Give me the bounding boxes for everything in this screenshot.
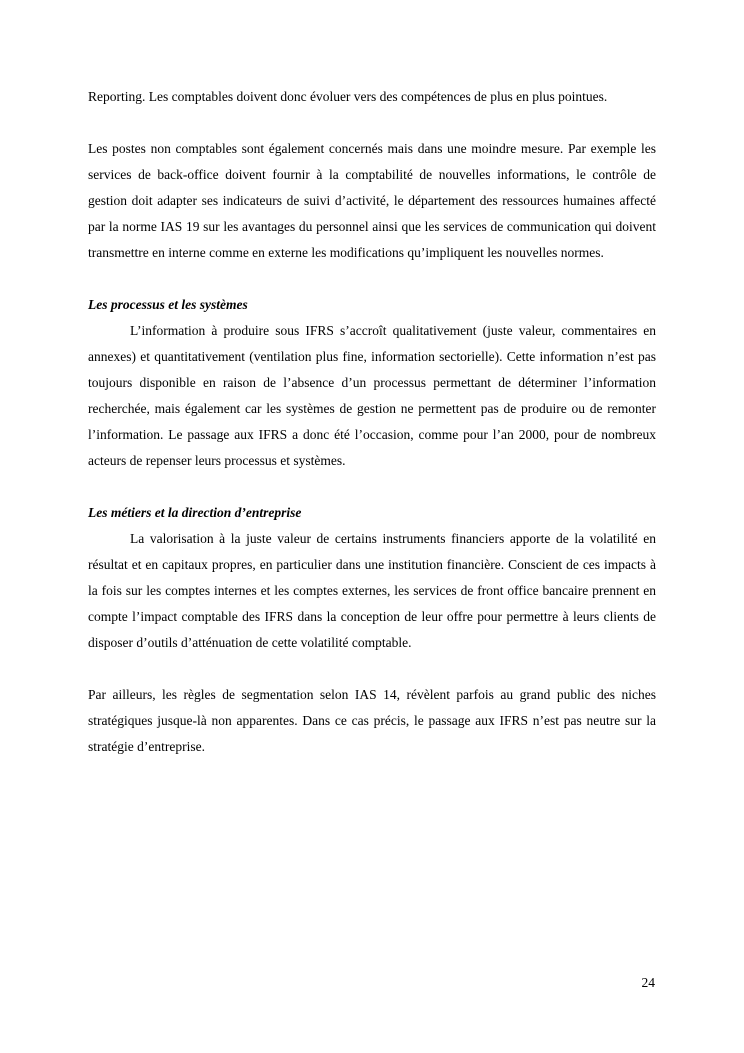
- paragraph-segmentation: Par ailleurs, les règles de segmentation selon IAS 14, révèlent parfois au grand public des niches stratégiques jusque-là non apparentes. Dans ce cas précis, le passage aux IFRS n’est pas neutre sur la stratégie d’entreprise.: [88, 687, 656, 754]
- spacer: [88, 110, 656, 136]
- page-content: [88, 84, 656, 760]
- spacer: [88, 266, 656, 292]
- paragraph-non-accounting-roles: Les postes non comptables sont également concernés mais dans une moindre mesure. Par exemple les services de back-office doivent fournir à la comptabilité de nouvelles informations, le contrôle de gestion doit adapter ses indicateurs de suivi d’activité, le département des ressources humaines affecté par la norme IAS 19 sur les avantages du personnel ainsi que les services de communication qui doivent transmettre en interne comme en externe les modifications qu’impliquent les nouvelles normes.: [88, 141, 656, 260]
- paragraph-reporting: Reporting. Les comptables doivent donc évoluer vers des compétences de plus en plus pointues.: [88, 89, 608, 104]
- spacer: [88, 474, 656, 500]
- spacer: [88, 656, 656, 682]
- section-heading-processes: Les processus et les systèmes: [88, 297, 248, 312]
- page-number: 24: [641, 975, 655, 990]
- section-heading-business: Les métiers et la direction d’entreprise: [88, 505, 302, 520]
- paragraph-business: La valorisation à la juste valeur de certains instruments financiers apporte de la volatilité en résultat et en capitaux propres, en particulier dans une institution financière. Conscient de ces impacts à la fois sur les comptes internes et les comptes externes, les services de front office bancaire prennent en compte l’impact comptable des IFRS dans la conception de leur offre pour permettre à leurs clients de disposer d’outils d’atténuation de cette volatilité comptable.: [88, 531, 656, 650]
- paragraph-processes: L’information à produire sous IFRS s’accroît qualitativement (juste valeur, commentaires en annexes) et quantitativement (ventilation plus fine, information sectorielle). Cette information n’est pas toujours disponible en raison de l’absence d’un processus permettant de déterminer l’information recherchée, mais également car les systèmes de gestion ne permettent pas de produire ou de remonter l’information. Le passage aux IFRS a donc été l’occasion, comme pour l’an 2000, pour de nombreux acteurs de repenser leurs processus et systèmes.: [88, 323, 656, 468]
